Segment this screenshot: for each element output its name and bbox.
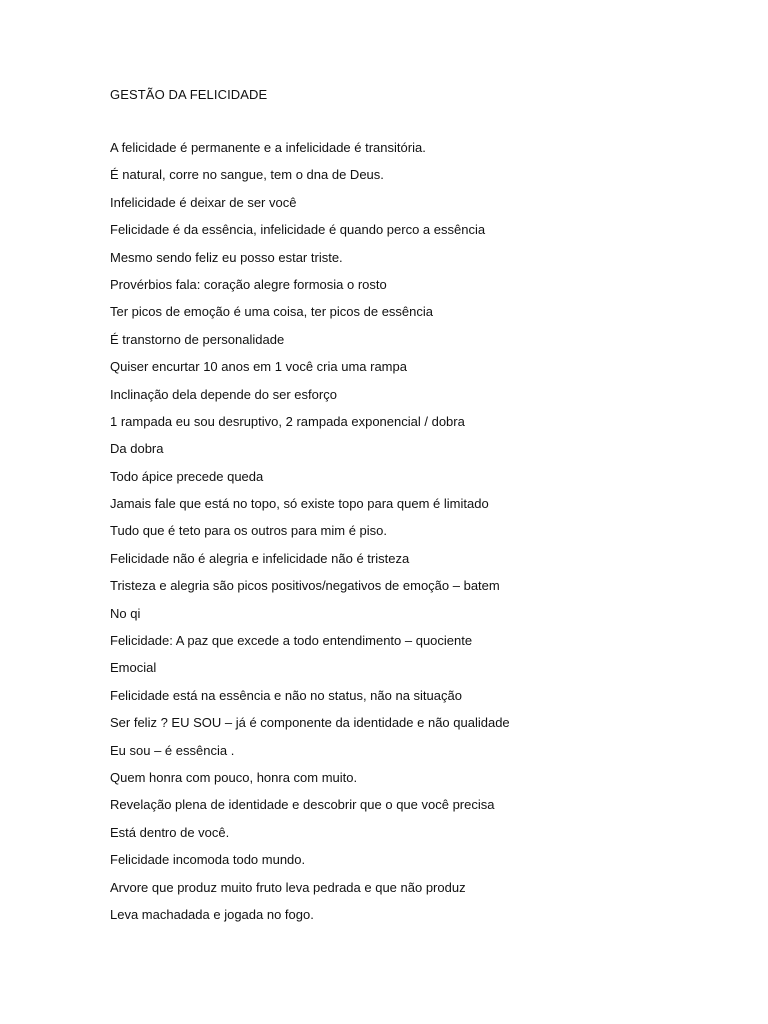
document-line: Infelicidade é deixar de ser você (110, 194, 297, 210)
document-line: Tristeza e alegria são picos positivos/negativos de emoção – batem (110, 578, 500, 594)
document-line: Felicidade: A paz que excede a todo entendimento – quociente (110, 633, 473, 649)
document-line: Felicidade não é alegria e infelicidade não é tristeza (110, 550, 410, 566)
document-line: Ter picos de emoção é uma coisa, ter picos de essência (110, 304, 434, 320)
document-line: Todo ápice precede queda (110, 468, 264, 484)
document-line: Eu sou – é essência . (110, 742, 235, 758)
document-line: A felicidade é permanente e a infelicidade é transitória. (110, 140, 426, 155)
document-line: Provérbios fala: coração alegre formosia o rosto (110, 276, 387, 292)
document-line: Leva machadada e jogada no fogo. (110, 906, 314, 922)
document-line: No qi (110, 605, 141, 621)
document-line: Da dobra (110, 441, 164, 457)
document-line: É natural, corre no sangue, tem o dna de Deus. (110, 167, 384, 183)
document-title: GESTÃO DA FELICIDADE (110, 87, 268, 102)
document-line: Ser feliz ? EU SOU – já é componente da identidade e não qualidade (110, 715, 510, 731)
document-line: Jamais fale que está no topo, só existe topo para quem é limitado (110, 496, 489, 512)
document-line: Arvore que produz muito fruto leva pedrada e que não produz (110, 879, 466, 895)
document-line: Quem honra com pouco, honra com muito. (110, 769, 358, 785)
document-line: Inclinação dela depende do ser esforço (110, 386, 337, 402)
document-line: Felicidade é da essência, infelicidade é quando perco a essência (110, 222, 486, 238)
document-line: Emocial (110, 660, 157, 676)
document-body (110, 139, 510, 933)
document-line: Tudo que é teto para os outros para mim é piso. (110, 523, 388, 539)
document-line: Felicidade está na essência e não no status, não na situação (110, 687, 462, 703)
document-line: Está dentro de você. (110, 824, 230, 840)
document-line: É transtorno de personalidade (110, 331, 285, 347)
document-line: Felicidade incomoda todo mundo. (110, 852, 306, 868)
document-line: 1 rampada eu sou desruptivo, 2 rampada exponencial / dobra (110, 413, 465, 429)
document-line: Quiser encurtar 10 anos em 1 você cria uma rampa (110, 359, 407, 375)
document-line: Mesmo sendo feliz eu posso estar triste. (110, 249, 343, 265)
document-line: Revelação plena de identidade e descobrir que o que você precisa (110, 797, 495, 813)
